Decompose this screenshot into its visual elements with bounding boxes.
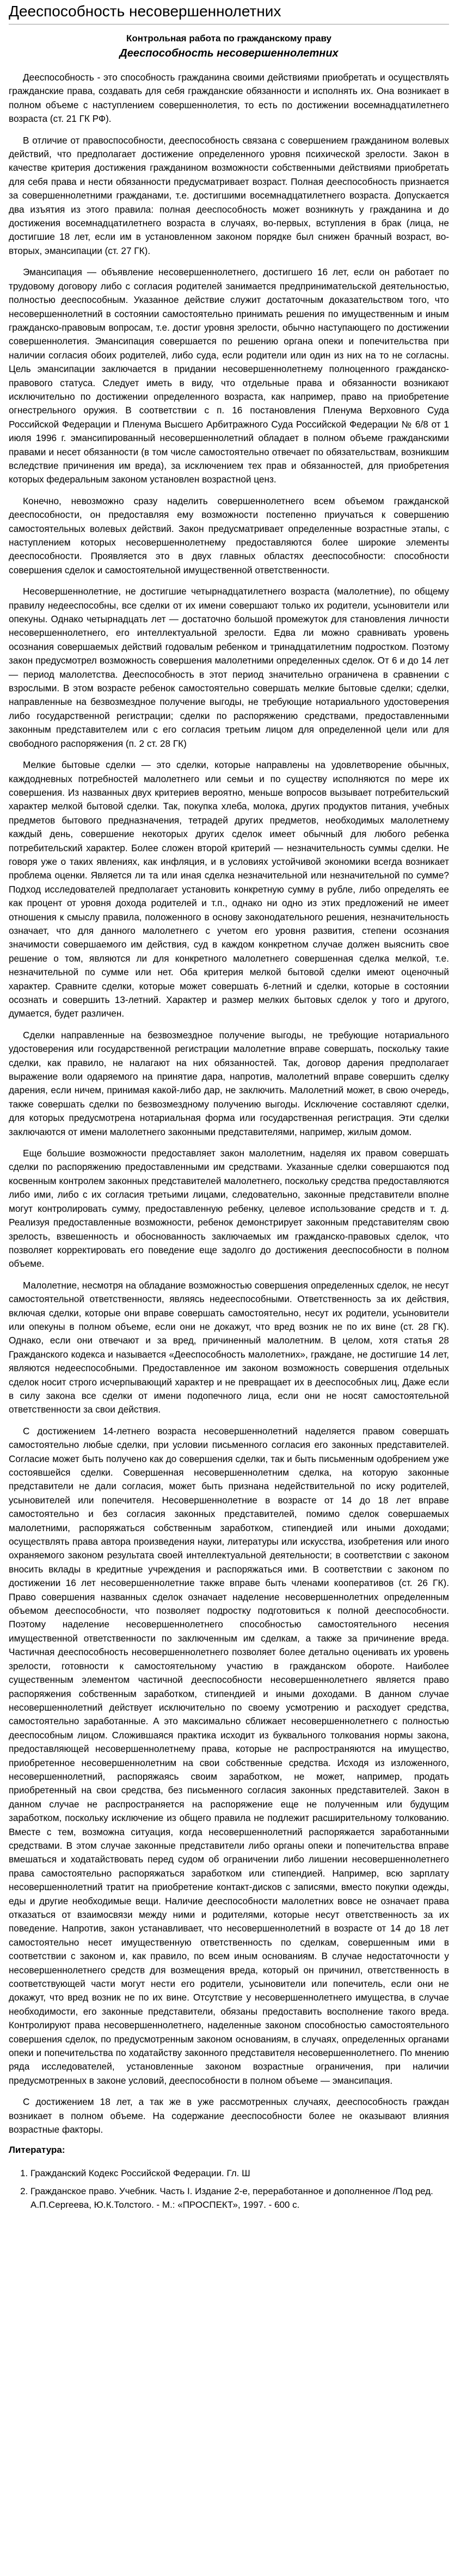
literature-item: 2. Гражданское право. Учебник. Часть I. Издание 2-е, переработанное и дополненное /Под ред. А.П.Сергеева, Ю.К.Толстого. - М.: «ПРОСПЕКТ», 1997. - 600 с. bbox=[30, 2184, 449, 2212]
literature-heading: Литература: bbox=[9, 2144, 65, 2155]
paragraph: Несовершеннолетние, не достигшие четырнадцатилетнего возраста (малолетние), по общему правилу недееспособны, все сделки от их имени совершают только их родители, усыновители или опекуны. Однако четырнадцать лет — достаточно большой промежуток для становления личности несовершеннолетнего, его интеллектуальной зрелости. Едва ли можно сравнивать уровень осознания совершаемых действий годовалым ребенком и тринадцатилетним подростком. Поэтому закон предусмотрел возможность совершения малолетними определенных сделок. От 6 и до 14 лет — период малолетства. Дееспособность в этот период значительно ограничена в сравнении с взрослыми. В этом возрасте ребенок самостоятельно совершать мелкие бытовые сделки; сделки, направленные на безвозмездное получение выгоды, не требующие нотариального удостоверения либо государственной регистрации; сделки по распоряжению средствами, предоставленными законным представителем или с его согласия третьим лицом для определенной цели или для свободного распоряжения (п. 2 ст. 28 ГК) bbox=[9, 586, 449, 749]
paragraph: Дееспособность - это способность гражданина своими действиями приобретать и осуществлять гражданские права, создавать для себя гражданские обязанности и исполнять их. Она возникает в полном объеме с наступлением совершеннолетия, то есть по достижении восемнадцатилетнего возраста (ст. 21 ГК РФ). bbox=[9, 72, 449, 125]
paragraph: В отличие от правоспособности, дееспособность связана с совершением гражданином волевых действий, что предполагает достижение определенного уровня психической зрелости. Закон в качестве критерия достижения гражданином возможности собственными действиями приобретать для себя права и нести обязанности предусматривает возраст. Полная дееспособность признается за совершеннолетними гражданами, т.е. достигшими восемнадцатилетнего возраста. Допускается два изъятия из этого правила: полная дееспособность может возникнуть у гражданина и до достижения восемнадцатилетнего возраста в случаях, во-первых, вступления в брак (лица, не достигшие 18 лет, если им в установленном законом порядке был снижен брачный возраст, во-вторых, эмансипации (ст. 27 ГК). bbox=[9, 134, 449, 256]
paragraph: Мелкие бытовые сделки — это сделки, которые направлены на удовлетворение обычных, каждодневных потребностей малолетнего или семьи и по существу исполняются по мере их совершения. Из названных двух критериев вероятно, меньше вопросов вызывает потребительский характер мелкой бытовой сделки. Так, покупка хлеба, молока, других продуктов питания, учебных предметов бытового предназначения, тетрадей других предметов, необходимых малолетнему каждый день, совершение некоторых других сделок имеет обычный для любого ребенка потребительский характер. Более сложен второй критерий — незначительность суммы сделки. Не говоря уже о таких явлениях, как инфляция, и в условиях устойчивой экономики всегда возникает проблема оценки. Является ли та или иная сделка незначительной или незначительной по сумме? Подход исследователей предполагает установить конкретную сумму в рубле, либо определять ее как процент от уровня дохода родителей и т.п., однако ни одно из этих предложений не имеет отношения к смыслу правила, положенного в основу законодательного решения, незначительность означает, что для данного малолетнего с учетом его уровня развития, степени осознания значимости совершаемого им действия, суд в каждом конкретном случае должен выяснить свое решение о том, являются ли для конкретного малолетнего совершенная сделка мелкой, т.е. незначительной по сумме или нет. Оба критерия мелкой бытовой сделки имеют оценочный характер. Сравните сделки, которые может совершать 6-летний и сделки, которые в состоянии осознать и совершить 13-летний. Характер и размер мелких бытовых сделок у того и другого, думается, будет различен. bbox=[9, 759, 449, 1019]
article-body bbox=[9, 71, 449, 2137]
paragraph: Еще большие возможности предоставляет закон малолетним, наделяя их правом совершать сделки по распоряжению предоставленными им средствами. Указанные сделки совершаются под косвенным контролем законных представителей малолетнего, поскольку средства предоставляются либо ими, либо с их согласия третьими лицами, следовательно, законные представители вполне могут контролировать сумму, предоставленную ребенку, целевое использование средств и т. д. Реализуя предоставленные возможности, ребенок демонстрирует законным представителям свою зрелость, взвешенность и обоснованность заключаемых им гражданско-правовых сделок, что позволяет корректировать его поведение еще задолго до достижения дееспособности в полном объеме. bbox=[9, 1148, 449, 1270]
literature-item: 1. Гражданский Кодекс Российской Федерации. Гл. Ш bbox=[30, 2166, 449, 2180]
paragraph: Эмансипация — объявление несовершеннолетнего, достигшего 16 лет, если он работает по трудовому договору либо с согласия родителей занимается предпринимательской деятельностью, полностью дееспособным. Указанное действие служит достаточным доказательством того, что несовершеннолетний в состоянии самостоятельно принимать решения по имущественным и иным гражданско-правовым вопросам, т.е. достиг уровня зрелости, обычно наступающего по достижении совершеннолетия. Эмансипация совершается по решению органа опеки и попечительства при наличии согласия обоих родителей, либо суда, если родители или один из них на то не согласны. Цель эмансипации заключается в придании несовершеннолетнему полноценного гражданско-правового статуса. Следует иметь в виду, что отдельные права и обязанности возникают исключительно по достижении определенного возраста, как например, право на приобретение огнестрельного оружия. В соответствии с п. 16 постановления Пленума Верховного Суда Российской Федерации и Пленума Высшего Арбитражного Суда Российской Федерации № 6/8 от 1 июля 1996 г. эмансипированный несовершеннолетний обладает в полном объеме гражданскими правами и несет обязанности (в том числе самостоятельно отвечает по обязательствам, возникшим вследствие причинения им вреда), за исключением тех прав и обязанностей, для приобретения которых федеральным законом установлен возрастной ценз. bbox=[9, 267, 449, 485]
page-title: Дееспособность несовершеннолетних bbox=[9, 2, 449, 24]
paragraph: Конечно, невозможно сразу наделить совершеннолетнего всем объемом гражданской дееспособности, он предоставляя ему возможности постепенно приучаться к совершению самостоятельных волевых действий. Закон предусматривает определенные возрастные этапы, с наступлением которых несовершеннолетнему предоставляются более широкие элементы дееспособности. Проявляется это в двух главных областях дееспособности: способности совершения сделок и самостоятельной имущественной ответственности. bbox=[9, 495, 449, 575]
paragraph: Сделки направленные на безвозмездное получение выгоды, не требующие нотариального удостоверения или государственной регистрации малолетние вправе совершать, поскольку такие сделки, как правило, не налагают на них обязанностей. Так, договор дарения предполагает выражение воли одаряемого на принятие дара, напротив, малолетний вправе совершить сделку дарения, если ничем, принимая какой-либо дар, не заключить. Малолетний может, в свою очередь, также совершать сделки по безвозмездному получению выгоды. Исключение составляют сделки, для которых предусмотрена нотариальная форма или государственная регистрация. Эти сделки заключаются от имени малолетнего законными представителями, например, жилым домом. bbox=[9, 1029, 449, 1137]
document-subtitle: Контрольная работа по гражданскому праву bbox=[126, 33, 331, 44]
paragraph: С достижением 14-летнего возраста несовершеннолетний наделяется правом совершать самостоятельно любые сделки, при условии письменного согласия его законных представителей. Согласие может быть получено как до совершения сделки, так и быть письменным одобрением уже состоявшейся сделки. Совершенная несовершеннолетним сделка, на которую законные представители не дали согласия, может быть признана недействительной по иску родителей, усыновителей или попечителя. Несовершеннолетние в возрасте от 14 до 18 лет вправе самостоятельно и без согласия законных представителей, помимо сделок совершаемых малолетними, распоряжаться собственным заработком, стипендией или иными доходами; осуществлять права автора произведения науки, литературы или искусства, изобретения или иного охраняемого законом результата своей интеллектуальной деятельности; в соответствии с законом вносить вклады в кредитные учреждения и распоряжаться ими. В соответствии с законом по достижении 16 лет несовершеннолетние также вправе быть членами кооперативов (ст. 26 ГК). Право совершения названных сделок означает наделение несовершеннолетних определенным объемом дееспособности, что позволяет подростку подготовиться к полной дееспособности. Поэтому наделение несовершеннолетнего способностью самостоятельного несения имущественной ответственности по заключенным им сделкам, а также за причинение вреда. Частичная дееспособность несовершеннолетнего позволяет более детально оценивать их уровень зрелости, готовности к самостоятельному участию в гражданском обороте. Наиболее существенным элементом частичной дееспособности несовершеннолетнего является право распоряжения собственным заработком, стипендией и иными доходами. В данном случае несовершеннолетний действует исключительно по своему усмотрению и расходует средства, самостоятельно заработанные. А это максимально сближает несовершеннолетнего с полностью дееспособным лицом. Сложившаяся практика исходит из буквального толкования нормы закона, предоставляющей несовершеннолетнему права, которые не распространяются на имущество, приобретенное несовершеннолетним на свои собственные средства. Исходя из изложенного, несовершеннолетний, распоряжаясь своим заработком, не может, например, продать приобретенный на свои средства, без письменного согласия законных представителей. Закон в данном случае не распространяется на распоряжение еще не полученным или будущим заработком, поскольку исключение из общего правила не подлежит расширительному толкованию. Вместе с тем, возможна ситуация, когда несовершеннолетний распоряжается заработанными средствами. В этом случае законные представители либо органы опеки и попечительства вправе вмешаться и ходатайствовать перед судом об ограничении либо лишении несовершеннолетнего права самостоятельно распоряжаться заработком или стипендией. Например, всю зарплату несовершеннолетний тратит на приобретение контакт-дисков с записями, вместо покупки одежды, еды и другие необходимые вещи. Наличие дееспособности малолетних вовсе не означает права отказаться от взаимосвязи между ними и родителями, которые несут ответственность за их поведение. Напротив, закон устанавливает, что несовершеннолетний в возрасте от 14 до 18 лет самостоятельно несет имущественную ответственность по сделкам, совершенным ими в соответствии с законом и, как правило, по всем иным основаниям. В случае недостаточности у несовершеннолетнего средств для возмещения вреда, который он причинил, ответственность в соответствующей части могут нести его родители, усыновители или попечитель, если они не докажут, что вред возник не по их вине. Отсутствие у несовершеннолетнего имущества, в случае необходимости, его законные представители, обязаны предоставить восполнение такого вреда. Контролируют права несовершеннолетнего, наделенные законом способностью самостоятельного совершения сделок, по предусмотренным законом основаниям, в случаях, определенных органами опеки и попечительства по ходатайству законного представителя несовершеннолетнего. По мнению ряда исследователей, установленные законом возрастные ограничения, при наличии предусмотренных в законе условий, дееспособности в полном объеме — эмансипация. bbox=[9, 1425, 449, 2086]
literature-list bbox=[9, 2166, 449, 2212]
paragraph: Малолетние, несмотря на обладание возможностью совершения определенных сделок, не несут самостоятельной ответственности, являясь недееспособными. Ответственность за их действия, включая сделки, которые они вправе совершать самостоятельно, несут их родители, усыновители или опекуны в полном объеме, если они не докажут, что вред возник не по их вине (ст. 28 ГК). Однако, если они отвечают и за вред, причиненный малолетним. В целом, хотя статья 28 Гражданского кодекса и называется «Дееспособность малолетних», граждане, не достигшие 14 лет, являются недееспособными. Предоставленное им законом возможность совершения отдельных сделок носит строго исчерпывающий характер и не превращает их в дееспособных лиц, Даже если в силу закона все сделки от имени подопечного лица, если они не носят самостоятельной ответственности за свои действия. bbox=[9, 1279, 449, 1415]
page bbox=[0, 2, 461, 2212]
document-title: Дееспособность несовершеннолетних bbox=[119, 47, 339, 59]
paragraph: С достижением 18 лет, а так же в уже рассмотренных случаях, дееспособность граждан возникает в полном объеме. На содержание дееспособности более не оказывают влияния возрастные факторы. bbox=[9, 2096, 449, 2135]
